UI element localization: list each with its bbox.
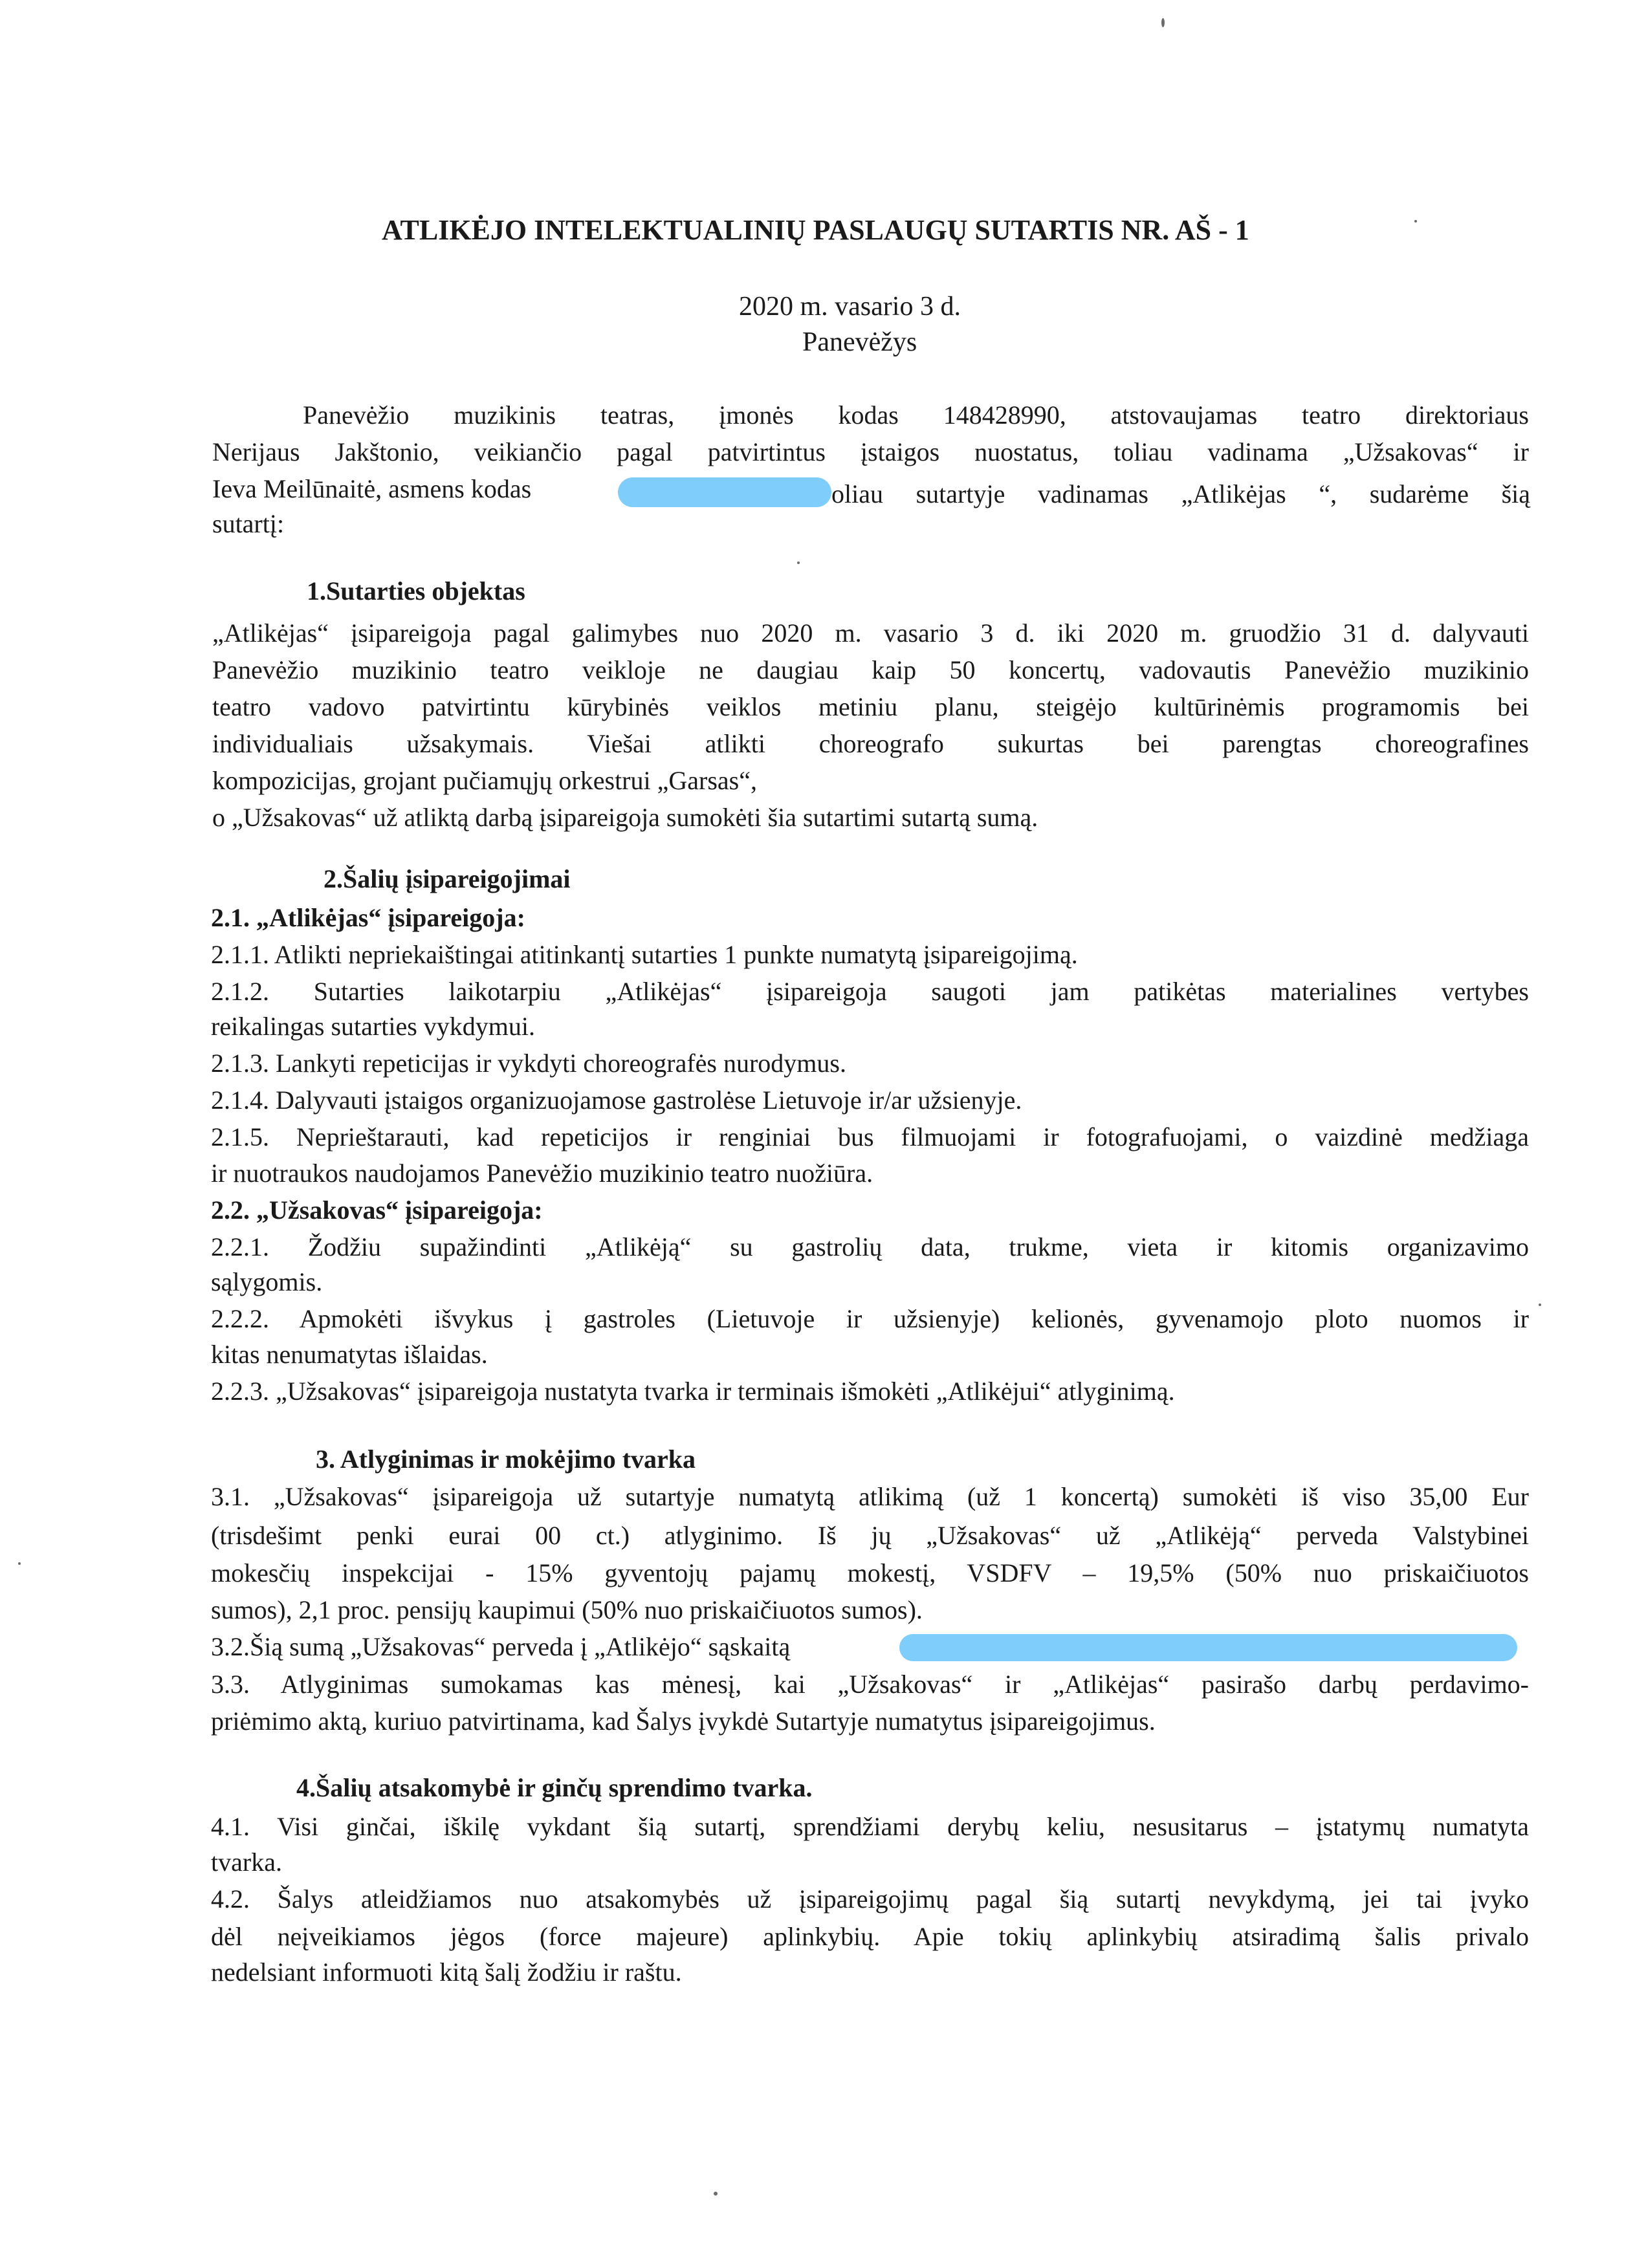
scan-speck (1161, 18, 1165, 27)
section-2-1-heading: 2.1. „Atlikėjas“ įsipareigoja: (211, 903, 525, 932)
redaction-mark (899, 1634, 1517, 1661)
intro-line-1: Panevėžio muzikinis teatras, įmonės kodas 148428990, atstovaujamas teatro direktoriaus (303, 400, 1529, 430)
section-2-1-line: ir nuotraukos naudojamos Panevėžio muzikinio teatro nuožiūra. (211, 1159, 873, 1188)
document-date: 2020 m. vasario 3 d. (739, 292, 961, 322)
section-2-2-line: kitas nenumatytas išlaidas. (211, 1340, 488, 1369)
section-2-1-line: 2.1.3. Lankyti repeticijas ir vykdyti choreografės nurodymus. (211, 1049, 846, 1078)
scan-speck (1414, 220, 1417, 223)
section-1-heading: 1.Sutarties objektas (307, 576, 525, 605)
section-2-heading: 2.Šalių įsipareigojimai (324, 864, 571, 893)
section-2-2-heading: 2.2. „Užsakovas“ įsipareigoja: (211, 1195, 543, 1225)
section-2-1-line: 2.1.5. Neprieštarauti, kad repeticijos ir renginiai bus filmuojami ir fotografuojami, o vaizdinė medžiaga (211, 1122, 1529, 1151)
section-3-line: (trisdešimt penki eurai 00 ct.) atlyginimo. Iš jų „Užsakovas“ už „Atlikėją“ perveda Valstybinei (211, 1521, 1529, 1550)
intro-line-2: Nerijaus Jakštonio, veikiančio pagal patvirtintus įstaigos nuostatus, toliau vadinama „Užsakovas“ ir (212, 437, 1529, 466)
section-4-line: dėl neįveikiamos jėgos (force majeure) aplinkybių. Apie tokių aplinkybių atsiradimą šalis privalo (211, 1922, 1529, 1951)
section-3-line: 3.2.Šią sumą „Užsakovas“ perveda į „Atlikėjo“ sąskaitą (211, 1632, 791, 1661)
intro-line-4: oliau sutartyje vadinamas „Atlikėjas “, sudarėme šią (831, 479, 1530, 508)
intro-line-3: Ieva Meilūnaitė, asmens kodas (212, 474, 532, 503)
section-1-line: kompozicijas, grojant pučiamųjų orkestrui „Garsas“, (212, 766, 757, 795)
section-2-1-line: 2.1.2. Sutarties laikotarpiu „Atlikėjas“ įsipareigoja saugoti jam patikėtas materialines vertybes (211, 977, 1529, 1006)
section-1-line: Panevėžio muzikinio teatro veikloje ne daugiau kaip 50 koncertų, vadovautis Panevėžio muzikinio (212, 655, 1529, 684)
section-3-line: 3.1. „Užsakovas“ įsipareigoja už sutartyje numatytą atlikimą (už 1 koncertą) sumokėti iš viso 35,00 Eur (211, 1482, 1529, 1511)
section-3-line: mokesčių inspekcijai - 15% gyventojų pajamų mokestį, VSDFV – 19,5% (50% nuo priskaičiuotos (211, 1558, 1529, 1587)
document-title: ATLIKĖJO INTELEKTUALINIŲ PASLAUGŲ SUTARTIS NR. AŠ - 1 (382, 214, 1249, 246)
section-3-heading: 3. Atlyginimas ir mokėjimo tvarka (316, 1445, 696, 1474)
section-4-line: 4.2. Šalys atleidžiamos nuo atsakomybės už įsipareigojimų pagal šią sutartį nevykdymą, jei tai įvyko (211, 1884, 1529, 1914)
section-2-1-line: reikalingas sutarties vykdymui. (211, 1012, 536, 1041)
section-2-2-line: sąlygomis. (211, 1267, 323, 1296)
section-4-line: nedelsiant informuoti kitą šalį žodžiu ir raštu. (211, 1957, 682, 1987)
section-2-1-line: 2.1.1. Atlikti nepriekaištingai atitinkantį sutarties 1 punkte numatytą įsipareigojimą. (211, 940, 1078, 969)
section-1-line: o „Užsakovas“ už atliktą darbą įsipareigoja sumokėti šia sutartimi sutartą sumą. (212, 803, 1038, 832)
section-4-heading: 4.Šalių atsakomybė ir ginčų sprendimo tvarka. (296, 1773, 813, 1802)
scan-speck (1539, 1303, 1541, 1306)
document-place: Panevėžys (802, 327, 917, 357)
scan-speck (18, 1562, 21, 1565)
section-2-2-line: 2.2.3. „Užsakovas“ įsipareigoja nustatyta tvarka ir terminais išmokėti „Atlikėjui“ atlyginimą. (211, 1377, 1175, 1406)
section-3-line: 3.3. Atlyginimas sumokamas kas mėnesį, kai „Užsakovas“ ir „Atlikėjas“ pasirašo darbų perdavimo- (211, 1670, 1529, 1699)
redaction-mark (618, 477, 831, 507)
section-3-line: sumos), 2,1 proc. pensijų kaupimui (50% nuo priskaičiuotos sumos). (211, 1595, 923, 1624)
section-3-line: priėmimo aktą, kuriuo patvirtinama, kad Šalys įvykdė Sutartyje numatytus įsipareigojimus. (211, 1706, 1156, 1736)
section-2-2-line: 2.2.1. Žodžiu supažindinti „Atlikėją“ su gastrolių data, trukme, vieta ir kitomis organizavimo (211, 1232, 1529, 1261)
scan-speck (797, 562, 800, 564)
section-2-2-line: 2.2.2. Apmokėti išvykus į gastroles (Lietuvoje ir užsienyje) kelionės, gyvenamojo ploto nuomos ir (211, 1304, 1529, 1333)
section-2-1-line: 2.1.4. Dalyvauti įstaigos organizuojamose gastrolėse Lietuvoje ir/ar užsienyje. (211, 1085, 1022, 1115)
section-1-line: teatro vadovo patvirtintu kūrybinės veiklos metiniu planu, steigėjo kultūrinėmis programomis bei (212, 692, 1529, 721)
intro-line-5: sutartį: (212, 509, 285, 538)
section-1-line: „Atlikėjas“ įsipareigoja pagal galimybes nuo 2020 m. vasario 3 d. iki 2020 m. gruodžio 31 d. dalyvauti (212, 618, 1529, 648)
section-4-line: tvarka. (211, 1848, 282, 1877)
scan-speck (714, 2192, 718, 2196)
section-1-line: individualiais užsakymais. Viešai atlikti choreografo sukurtas bei parengtas choreografines (212, 729, 1529, 758)
section-4-line: 4.1. Visi ginčai, iškilę vykdant šią sutartį, sprendžiami derybų keliu, nesusitarus – įstatymų numatyta (211, 1812, 1529, 1841)
